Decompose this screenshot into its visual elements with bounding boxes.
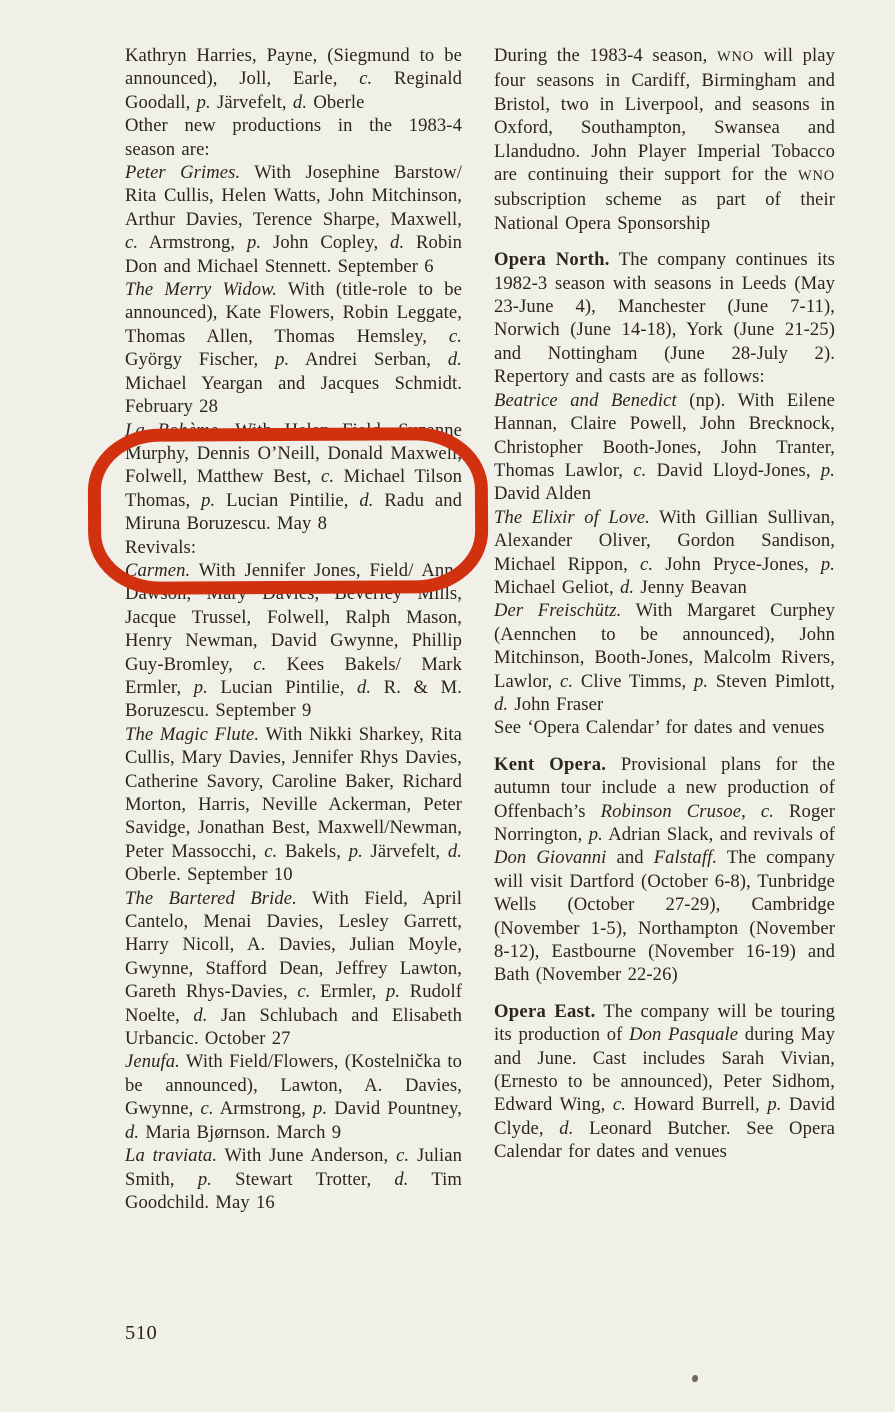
left-text-column [125,44,462,1214]
ink-speck [692,1375,698,1382]
paragraph: See ‘Opera Calendar’ for dates and venues [494,717,825,739]
paragraph: Opera North. The company continues its 1982-3 season with seasons in Leeds (May 23-June 4), Manchester (June 7-11), Norwich (June 14-18), York (June 21-25) and Nottingham (June 28-July 2). Repertory and casts are as follows: [494,249,836,388]
paragraph: Carmen. With Jennifer Jones, Field/ Anne Dawson, Mary Davies, Beverley Mills, Jacque Trussel, Folwell, Ralph Mason, Henry Newman, David Gwynne, Phillip Guy-Bromley, c. Kees Bakels/ Mark Ermler, p. Lucian Pintilie, d. R. & M. Boruzescu. September 9 [125,559,462,722]
paragraph: Revivals: [125,536,197,558]
paragraph: Jenufa. With Field/Flowers, (Kostelnička to be announced), Lawton, A. Davies, Gwynne, c. Armstrong, p. David Pountney, d. Maria Bjørnson. March 9 [125,1051,462,1143]
paragraph: Kent Opera. Provisional plans for the autumn tour include a new production of Offenbach’s Robinson Crusoe, c. Roger Norrington, p. Adrian Slack, and revivals of Don Giovanni and Falstaff. The company will visit Dartford (October 6-8), Tunbridge Wells (October 27-29), Cambridge (November 1-5), Northampton (November 8-12), Eastbourne (November 16-19) and Bath (November 22-26) [494,753,836,986]
right-text-column [494,44,835,1164]
paragraph: Kathryn Harries, Payne, (Siegmund to be announced), Joll, Earle, c. Reginald Goodall, p. Järvefelt, d. Oberle [125,45,462,113]
paragraph: The Merry Widow. With (title-role to be announced), Kate Flowers, Robin Leggate, Thomas Allen, Thomas Hemsley, c. György Fischer, p. Andrei Serban, d. Michael Yeargan and Jacques Schmidt. February 28 [125,279,462,418]
paragraph: Other new productions in the 1983-4 season are: [125,115,462,160]
paragraph: La Bohème. With Helen Field, Suzanne Murphy, Dennis O’Neill, Donald Maxwell, Folwell, Matthew Best, c. Michael Tilson Thomas, p. Lucian Pintilie, d. Radu and Miruna Boruzescu. May 8 [125,419,463,535]
paragraph: Der Freischütz. With Margaret Curphey (Aennchen to be announced), John Mitchinson, Booth-Jones, Malcolm Rivers, Lawlor, c. Clive Timms, p. Steven Pimlott, d. John Fraser [494,600,835,715]
page-number: 510 [125,1322,158,1344]
paragraph: La traviata. With June Anderson, c. Julian Smith, p. Stewart Trotter, d. Tim Goodchild. May 16 [125,1145,463,1213]
paragraph: Opera East. The company will be touring its production of Don Pasquale during May and June. Cast includes Sarah Vivian, (Ernesto to be announced), Peter Sidhom, Edward Wing, c. Howard Burrell, p. David Clyde, d. Leonard Butcher. See Opera Calendar for dates and venues [494,1000,835,1163]
paragraph: The Elixir of Love. With Gillian Sullivan, Alexander Oliver, Gordon Sandison, Michael Rippon, c. John Pryce-Jones, p. Michael Geliot, d. Jenny Beavan [494,506,835,598]
paragraph: The Magic Flute. With Nikki Sharkey, Rita Cullis, Mary Davies, Jennifer Rhys Davies, Catherine Savory, Caroline Baker, Richard Morton, Harris, Neville Ackerman, Peter Savidge, Jonathan Best, Maxwell/Newman, Peter Massocchi, c. Bakels, p. Järvefelt, d. Oberle. September 10 [125,723,463,886]
paragraph: During the 1983-4 season, WNO will play four seasons in Cardiff, Birmingham and Bristol, two in Liverpool, and seasons in Oxford, Southampton, Swansea and Llandudno. John Player Imperial Tobacco are continuing their support for the WNO subscription scheme as part of their National Opera Sponsorship [494,45,835,234]
paragraph: Beatrice and Benedict (np). With Eilene Hannan, Claire Powell, John Brecknock, Christopher Booth-Jones, John Tranter, Thomas Lawlor, c. David Lloyd-Jones, p. David Alden [494,389,836,505]
paragraph: The Bartered Bride. With Field, April Cantelo, Menai Davies, Lesley Garrett, Harry Nicoll, A. Davies, Julian Moyle, Gwynne, Stafford Dean, Jeffrey Lawton, Gareth Rhys-Davies, c. Ermler, p. Rudolf Noelte, d. Jan Schlubach and Elisabeth Urbancic. October 27 [125,887,463,1050]
paragraph: Peter Grimes. With Josephine Barstow/ Rita Cullis, Helen Watts, John Mitchinson, Arthur Davies, Terence Sharpe, Maxwell, c. Armstrong, p. John Copley, d. Robin Don and Michael Stennett. September 6 [125,162,463,277]
